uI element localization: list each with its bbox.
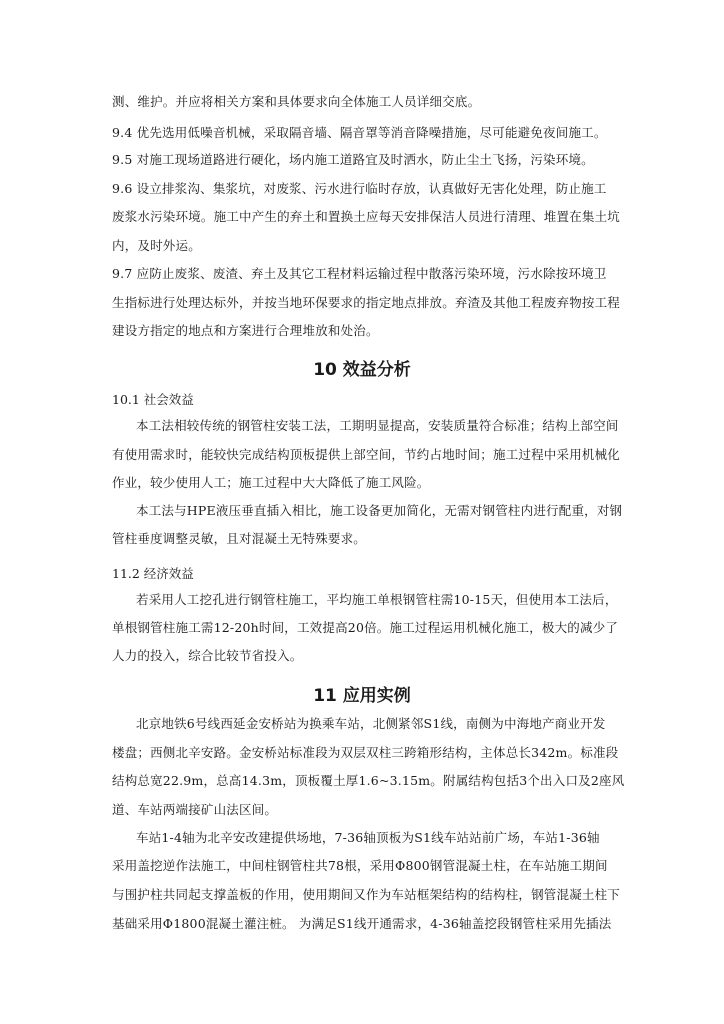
- paragraph-line: 管柱垂度调整灵敏，且对混凝土无特殊要求。: [112, 531, 367, 546]
- paragraph-line: 楼盘；西侧北辛安路。金安桥站标准段为双层双柱三跨箱形结构，主体总长342m。标准段: [112, 745, 619, 760]
- paragraph-line: 单根钢管柱施工需12-20h时间，工效提高20倍。施工过程运用机械化施工，极大的减少了: [112, 620, 619, 635]
- paragraph-line: 人力的投入，综合比较节省投入。: [112, 648, 303, 663]
- paragraph-line: 有使用需求时，能较快完成结构顶板提供上部空间，节约占地时间；施工过程中采用机械化: [112, 447, 621, 462]
- paragraph-line: 本工法相较传统的钢管柱安装工法，工期明显提高，安装质量符合标准；结构上部空间: [136, 418, 619, 433]
- paragraph-line: 作业，较少使用人工；施工过程中大大降低了施工风险。: [112, 475, 430, 490]
- subsection-label: 10.1 社会效益: [112, 392, 194, 407]
- paragraph-line: 9.5 对施工现场道路进行硬化，场内施工道路宜及时洒水，防止尘土飞扬，污染环境。: [112, 152, 594, 167]
- paragraph-line: 废浆水污染环境。施工中产生的弃土和置换土应每天安排保洁人员进行清理、堆置在集土坑: [112, 209, 621, 224]
- paragraph-line: 9.7 应防止废浆、废渣、弃土及其它工程材料运输过程中散落污染环境，污水除按环境卫: [112, 266, 607, 281]
- paragraph-line: 结构总宽22.9m，总高14.3m，顶板覆土厚1.6~3.15m。附属结构包括3个出入口及2座风: [112, 773, 625, 788]
- subsection-label: 11.2 经济效益: [112, 566, 194, 581]
- paragraph-line: 与围护柱共同起支撑盖板的作用，使用期间又作为车站框架结构的结构柱，钢管混凝土柱下: [112, 887, 621, 902]
- paragraph-line: 9.4 优先选用低噪音机械，采取隔音墙、隔音罩等消音降噪措施，尽可能避免夜间施工。: [112, 125, 607, 140]
- paragraph-line: 本工法与HPE液压垂直插入相比，施工设备更加简化，无需对钢管柱内进行配重，对钢: [136, 503, 623, 518]
- paragraph-line: 基础采用Φ1800混凝土灌注桩。 为满足S1线开通需求，4-36轴盖挖段钢管柱采用先插法: [112, 916, 612, 931]
- paragraph-line: 生指标进行处理达标外，并按当地环保要求的指定地点排放。弃渣及其他工程废弃物按工程: [112, 295, 621, 310]
- paragraph-line: 若采用人工挖孔进行钢管柱施工，平均施工单根钢管柱需10-15天，但使用本工法后，: [136, 592, 618, 607]
- section-heading-10: 10 效益分析: [313, 360, 411, 380]
- paragraph-line: 测、维护。并应将相关方案和具体要求向全体施工人员详细交底。: [112, 94, 481, 109]
- paragraph-line: 9.6 设立排浆沟、集浆坑，对废浆、污水进行临时存放，认真做好无害化处理，防止施工: [112, 181, 607, 196]
- paragraph-line: 内，及时外运。: [112, 238, 201, 253]
- paragraph-line: 采用盖挖逆作法施工，中间柱钢管柱共78根，采用Φ800钢管混凝土柱，在车站施工期间: [112, 858, 608, 873]
- paragraph-line: 车站1-4轴为北辛安改建提供场地，7-36轴顶板为S1线车站站前广场，车站1-36轴: [136, 830, 600, 845]
- paragraph-line: 道、车站两端接矿山法区间。: [112, 802, 278, 817]
- section-heading-11: 11 应用实例: [313, 686, 411, 706]
- paragraph-line: 北京地铁6号线西延金安桥站为换乘车站，北侧紧邻S1线，南侧为中海地产商业开发: [136, 716, 606, 731]
- paragraph-line: 建设方指定的地点和方案进行合理堆放和处治。: [112, 323, 379, 338]
